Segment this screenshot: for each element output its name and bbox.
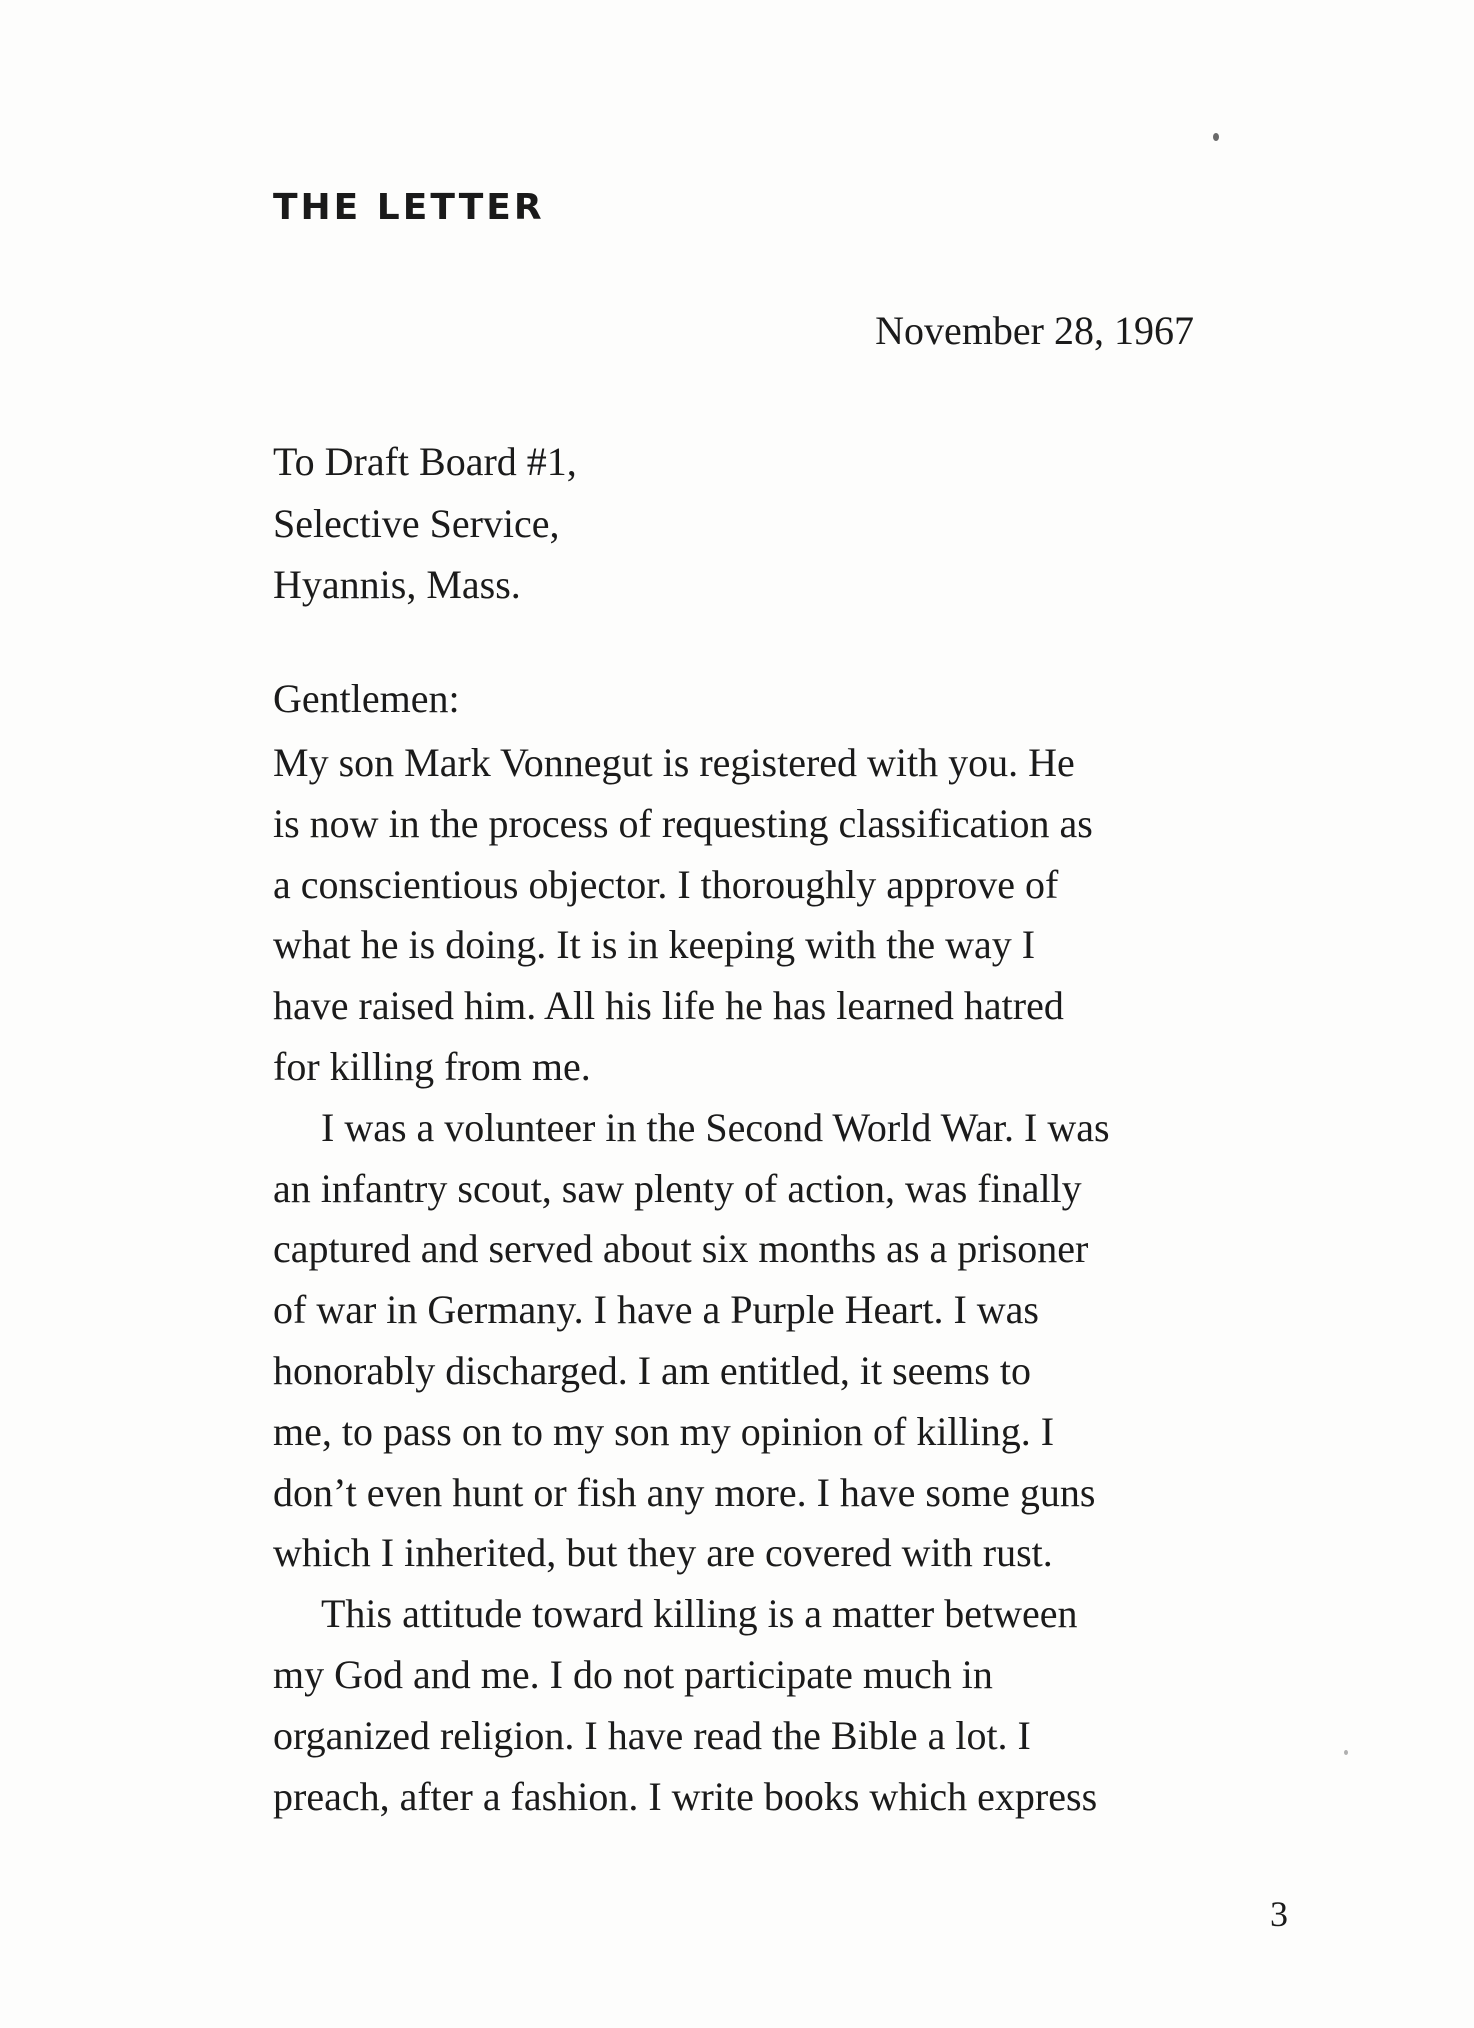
- text-line: my God and me. I do not participate much in: [273, 1651, 993, 1697]
- text-line: is now in the process of requesting classification as: [273, 800, 1093, 846]
- letter-date: November 28, 1967: [875, 308, 1194, 353]
- text-line: which I inherited, but they are covered with rust.: [273, 1530, 1053, 1576]
- paragraph: [273, 733, 1110, 1098]
- scan-speck: [1344, 1750, 1348, 1755]
- chapter-heading: THE LETTER: [273, 187, 545, 228]
- recipient-address: [273, 431, 577, 616]
- text-line: for killing from me.: [273, 1043, 591, 1089]
- address-line: Selective Service,: [273, 500, 560, 546]
- text-line: me, to pass on to my son my opinion of killing. I: [273, 1408, 1055, 1454]
- text-line: captured and served about six months as a prisoner: [273, 1226, 1089, 1272]
- text-line: honorably discharged. I am entitled, it seems to: [273, 1347, 1031, 1393]
- text-line: a conscientious objector. I thoroughly approve of: [273, 861, 1059, 907]
- paragraph: [273, 1098, 1110, 1584]
- salutation: Gentlemen:: [273, 676, 460, 721]
- text-line: of war in Germany. I have a Purple Heart. I was: [273, 1287, 1039, 1333]
- text-line: This attitude toward killing is a matter between: [321, 1591, 1078, 1637]
- paragraph: [273, 1584, 1110, 1827]
- text-line: My son Mark Vonnegut is registered with you. He: [273, 740, 1075, 785]
- text-line: organized religion. I have read the Bible a lot. I: [273, 1712, 1031, 1758]
- text-line: don’t even hunt or fish any more. I have some guns: [273, 1469, 1096, 1515]
- text-line: what he is doing. It is in keeping with the way I: [273, 922, 1036, 968]
- text-line: have raised him. All his life he has learned hatred: [273, 983, 1064, 1029]
- address-line: Hyannis, Mass.: [273, 562, 521, 607]
- page-number: 3: [1270, 1894, 1288, 1934]
- scan-speck: [1213, 133, 1219, 141]
- text-line: an infantry scout, saw plenty of action, was finally: [273, 1165, 1082, 1211]
- text-line: preach, after a fashion. I write books which express: [273, 1773, 1098, 1819]
- letter-body: [273, 733, 1110, 1827]
- text-line: I was a volunteer in the Second World War. I was: [321, 1104, 1110, 1150]
- address-line: To Draft Board #1,: [273, 439, 577, 484]
